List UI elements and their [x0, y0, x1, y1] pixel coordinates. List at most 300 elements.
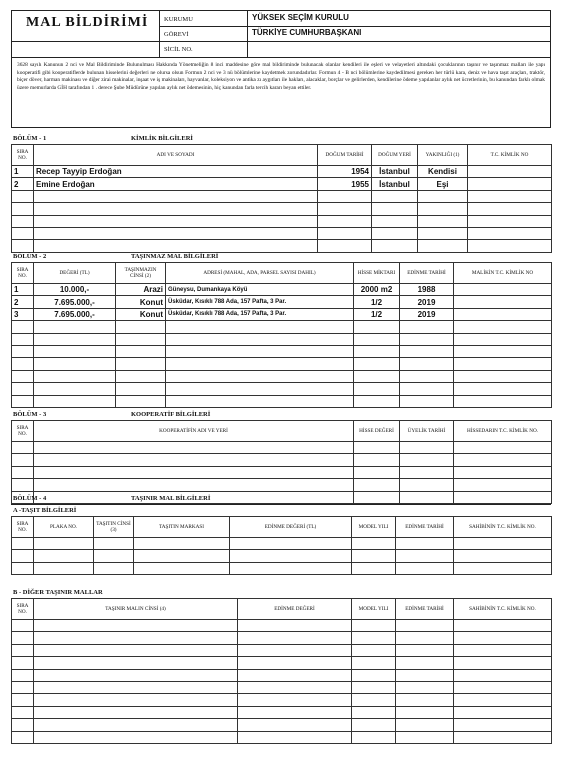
- real-estate-empty-cell: [400, 333, 454, 345]
- other-assets-subheading-text: B - DİĞER TAŞINIR MALLAR: [13, 589, 103, 596]
- section-3-heading: KOOPERATİF BİLGİLERİ: [131, 411, 211, 418]
- cooperative-empty-cell: [12, 466, 34, 478]
- identity-empty-cell: [372, 227, 418, 239]
- real-estate-empty-cell: [34, 358, 116, 370]
- real-estate-empty-cell: [354, 358, 400, 370]
- other-assets-empty-cell: [396, 632, 454, 644]
- real-estate-cell-4: 1/2: [354, 296, 400, 308]
- real-estate-cell-0: 1: [12, 284, 34, 296]
- vehicles-empty-cell: [352, 550, 396, 562]
- empty-row: [12, 321, 552, 333]
- other-assets-empty-cell: [352, 620, 396, 632]
- identity-col-5: T.C. KİMLİK NO: [468, 145, 552, 166]
- identity-col-3: DOĞUM YERİ: [372, 145, 418, 166]
- vehicles-empty-cell: [34, 550, 94, 562]
- vehicles-empty-cell: [34, 562, 94, 574]
- real-estate-empty-cell: [354, 345, 400, 357]
- identity-empty-cell: [12, 190, 34, 202]
- other-assets-empty-cell: [238, 694, 352, 706]
- form-header: [11, 10, 551, 58]
- empty-row: [12, 538, 552, 550]
- other-assets-empty-cell: [396, 694, 454, 706]
- other-assets-empty-cell: [12, 681, 34, 693]
- section-4-title: [11, 494, 551, 505]
- identity-cell-3: İstanbul: [372, 178, 418, 190]
- empty-row: [12, 562, 552, 574]
- real-estate-col-3: ADRESİ (MAHAL, ADA, PARSEL SAYISI DAHIL): [166, 263, 354, 284]
- identity-cell-4: Eşi: [418, 178, 468, 190]
- cooperative-empty-cell: [400, 442, 454, 454]
- vehicles-subheading-text: A -TAŞIT BİLGİLERİ: [13, 507, 77, 514]
- identity-col-4: YAKINLIĞI (1): [418, 145, 468, 166]
- asset-declaration-form: [11, 10, 551, 758]
- other-assets-empty-cell: [238, 706, 352, 718]
- cooperative-empty-cell: [400, 466, 454, 478]
- real-estate-cell-4: 1/2: [354, 308, 400, 320]
- cooperative-col-0: SIRA NO.: [12, 421, 34, 442]
- other-assets-empty-cell: [352, 644, 396, 656]
- identity-col-1: ADI VE SOYADI: [34, 145, 318, 166]
- real-estate-col-1: DEĞERİ (TL): [34, 263, 116, 284]
- real-estate-cell-5: 1988: [400, 284, 454, 296]
- cooperative-empty-cell: [34, 466, 354, 478]
- identity-empty-cell: [372, 203, 418, 215]
- real-estate-cell-2: Arazi: [116, 284, 166, 296]
- identity-empty-cell: [418, 190, 468, 202]
- real-estate-empty-cell: [34, 345, 116, 357]
- real-estate-empty-cell: [354, 321, 400, 333]
- other-assets-empty-cell: [238, 731, 352, 743]
- header-row-institution: [160, 11, 550, 27]
- other-assets-empty-cell: [396, 681, 454, 693]
- cooperative-empty-cell: [34, 454, 354, 466]
- identity-empty-cell: [372, 240, 418, 252]
- other-assets-empty-cell: [12, 644, 34, 656]
- other-assets-empty-cell: [12, 620, 34, 632]
- identity-empty-cell: [418, 215, 468, 227]
- vehicles-empty-cell: [134, 562, 230, 574]
- real-estate-empty-cell: [454, 370, 552, 382]
- section-4-heading: TAŞINIR MAL BİLGİLERİ: [131, 495, 211, 502]
- other-assets-empty-cell: [454, 706, 552, 718]
- table-row: [12, 178, 552, 190]
- identity-cell-1: Emine Erdoğan: [34, 178, 318, 190]
- real-estate-header-row: [12, 263, 552, 284]
- real-estate-empty-cell: [12, 345, 34, 357]
- real-estate-cell-1: 10.000,-: [34, 284, 116, 296]
- cooperative-empty-cell: [454, 442, 552, 454]
- identity-header-row: [12, 145, 552, 166]
- identity-cell-2: 1955: [318, 178, 372, 190]
- vehicles-col-1: PLAKA NO.: [34, 517, 94, 538]
- other-assets-empty-cell: [396, 669, 454, 681]
- real-estate-col-0: SIRA NO.: [12, 263, 34, 284]
- cooperative-empty-cell: [354, 442, 400, 454]
- real-estate-empty-cell: [354, 370, 400, 382]
- real-estate-empty-cell: [166, 370, 354, 382]
- other-assets-empty-cell: [396, 657, 454, 669]
- other-assets-empty-cell: [238, 620, 352, 632]
- identity-cell-0: 1: [12, 166, 34, 178]
- real-estate-empty-cell: [400, 321, 454, 333]
- other-assets-empty-cell: [454, 669, 552, 681]
- table-row: [12, 166, 552, 178]
- other-assets-empty-cell: [238, 681, 352, 693]
- real-estate-empty-cell: [12, 358, 34, 370]
- identity-empty-cell: [372, 190, 418, 202]
- identity-cell-5: [468, 166, 552, 178]
- vehicles-empty-cell: [94, 538, 134, 550]
- real-estate-empty-cell: [166, 345, 354, 357]
- other-assets-empty-cell: [34, 644, 238, 656]
- identity-col-2: DOĞUM TARİHİ: [318, 145, 372, 166]
- vehicles-col-6: EDİNME TARİHİ: [396, 517, 454, 538]
- other-assets-empty-cell: [12, 719, 34, 731]
- other-assets-empty-cell: [454, 644, 552, 656]
- cooperative-empty-cell: [354, 479, 400, 491]
- form-title-blank: [12, 41, 159, 58]
- empty-row: [12, 370, 552, 382]
- identity-cell-0: 2: [12, 178, 34, 190]
- vehicles-empty-cell: [230, 550, 352, 562]
- identity-cell-3: İstanbul: [372, 166, 418, 178]
- other-assets-empty-cell: [396, 731, 454, 743]
- other-assets-empty-cell: [12, 669, 34, 681]
- real-estate-cell-6: [454, 296, 552, 308]
- other-assets-empty-cell: [454, 731, 552, 743]
- identity-cell-1: Recep Tayyip Erdoğan: [34, 166, 318, 178]
- identity-empty-cell: [318, 190, 372, 202]
- real-estate-col-4: HİSSE MİKTARI: [354, 263, 400, 284]
- empty-row: [12, 644, 552, 656]
- other-assets-empty-cell: [34, 719, 238, 731]
- identity-empty-cell: [468, 240, 552, 252]
- section-4-number: BÖLÜM - 4: [13, 495, 47, 502]
- identity-empty-cell: [418, 203, 468, 215]
- identity-empty-cell: [468, 227, 552, 239]
- real-estate-empty-cell: [454, 358, 552, 370]
- other-assets-col-5: SAHİBİNİN T.C. KİMLİK NO.: [454, 599, 552, 620]
- real-estate-empty-cell: [400, 345, 454, 357]
- real-estate-cell-5: 2019: [400, 296, 454, 308]
- vehicles-col-2: TAŞITIN CİNSİ (3): [94, 517, 134, 538]
- other-assets-empty-cell: [238, 669, 352, 681]
- other-assets-col-0: SIRA NO.: [12, 599, 34, 620]
- other-assets-empty-cell: [238, 719, 352, 731]
- identity-cell-4: Kendisi: [418, 166, 468, 178]
- institution-label: KURUMU: [160, 11, 248, 26]
- real-estate-empty-cell: [116, 358, 166, 370]
- other-assets-empty-cell: [396, 620, 454, 632]
- empty-row: [12, 454, 552, 466]
- vehicles-empty-cell: [352, 538, 396, 550]
- other-assets-empty-cell: [352, 657, 396, 669]
- cooperative-empty-cell: [12, 442, 34, 454]
- real-estate-empty-cell: [12, 333, 34, 345]
- real-estate-cell-6: [454, 284, 552, 296]
- empty-row: [12, 358, 552, 370]
- identity-table: [11, 144, 552, 253]
- empty-row: [12, 215, 552, 227]
- vehicles-empty-cell: [94, 562, 134, 574]
- empty-row: [12, 706, 552, 718]
- vehicles-empty-cell: [134, 550, 230, 562]
- empty-row: [12, 466, 552, 478]
- table-row: [12, 296, 552, 308]
- identity-empty-cell: [418, 227, 468, 239]
- empty-row: [12, 333, 552, 345]
- vehicles-empty-cell: [230, 562, 352, 574]
- empty-row: [12, 227, 552, 239]
- section-3-number: BÖLÜM - 3: [13, 411, 47, 418]
- vehicles-empty-cell: [94, 550, 134, 562]
- real-estate-cell-3: Üsküdar, Kısıklı 788 Ada, 157 Pafta, 3 Par.: [166, 296, 354, 308]
- identity-cell-2: 1954: [318, 166, 372, 178]
- other-assets-empty-cell: [34, 694, 238, 706]
- vehicles-empty-cell: [352, 562, 396, 574]
- identity-empty-cell: [468, 215, 552, 227]
- empty-row: [12, 620, 552, 632]
- real-estate-cell-2: Konut: [116, 308, 166, 320]
- real-estate-empty-cell: [400, 383, 454, 395]
- identity-empty-cell: [418, 240, 468, 252]
- empty-row: [12, 395, 552, 407]
- empty-row: [12, 657, 552, 669]
- real-estate-empty-cell: [34, 333, 116, 345]
- vehicles-empty-cell: [454, 550, 552, 562]
- vehicles-empty-cell: [12, 538, 34, 550]
- identity-empty-cell: [318, 240, 372, 252]
- intro-paragraph: 3628 sayılı Kanunun 2 nci ve Mal Bildiriminde Bulunulması Hakkında Yönetmeliğin 8 inci maddesine göre mal bildiriminde bulunacak olanlar kendileri ile eşleri ve velayetleri altındaki çocuklarının taşınır ve taşınmaz malları ile yapı kooperatifi gibi kooperatiflerde bulunan hisselerini değerleri ne olursa olsun Formun 2 nci ve 3 nü bölümlerine kaydetmek zorundadırlar. Formun 4 - B nci bölümlerine kaydedilmesi gereken her türlü kara, deniz ve hava taşıt araçları, traktör, biçer döver, harman makinası ve diğer zirai makinalar, inşaat ve iş makinaları, hayvanlar, koleksiyon ve antika zı aygıtları ile hakları, alacaklar, borçlar ve gelirlerden, kendilerine ödeme yapılanlar aylık net ücretlerinin, bu kanundan farklı olmak üzere memurlarda GİH tarafından 1 . derece Şube Müdürüne yapılan aylık net ödemesinin, hiç kanundan farla tercih kararı beyan ettiler.: [11, 58, 551, 128]
- other-assets-empty-cell: [34, 632, 238, 644]
- other-assets-empty-cell: [352, 632, 396, 644]
- identity-empty-cell: [318, 227, 372, 239]
- other-assets-empty-cell: [454, 719, 552, 731]
- other-assets-empty-cell: [34, 620, 238, 632]
- cooperative-empty-cell: [454, 454, 552, 466]
- real-estate-empty-cell: [454, 333, 552, 345]
- real-estate-empty-cell: [116, 383, 166, 395]
- cooperative-header-row: [12, 421, 552, 442]
- real-estate-cell-1: 7.695.000,-: [34, 296, 116, 308]
- vehicles-empty-cell: [454, 562, 552, 574]
- real-estate-cell-1: 7.695.000,-: [34, 308, 116, 320]
- other-assets-empty-cell: [352, 719, 396, 731]
- vehicles-col-7: SAHİBİNİN T.C. KİMLİK NO.: [454, 517, 552, 538]
- real-estate-empty-cell: [12, 321, 34, 333]
- real-estate-empty-cell: [116, 333, 166, 345]
- vehicles-empty-cell: [12, 550, 34, 562]
- other-assets-empty-cell: [396, 644, 454, 656]
- real-estate-empty-cell: [34, 395, 116, 407]
- real-estate-empty-cell: [116, 345, 166, 357]
- real-estate-empty-cell: [166, 321, 354, 333]
- empty-row: [12, 719, 552, 731]
- empty-row: [12, 345, 552, 357]
- other-assets-empty-cell: [352, 669, 396, 681]
- real-estate-empty-cell: [454, 383, 552, 395]
- registry-label: SİCİL NO.: [160, 41, 248, 57]
- section-1-number: BÖLÜM - 1: [13, 135, 47, 142]
- vehicles-col-0: SIRA NO.: [12, 517, 34, 538]
- other-assets-empty-cell: [12, 706, 34, 718]
- identity-empty-cell: [318, 215, 372, 227]
- empty-row: [12, 669, 552, 681]
- vehicles-empty-cell: [396, 550, 454, 562]
- header-row-position: [160, 26, 550, 42]
- other-assets-empty-cell: [238, 657, 352, 669]
- institution-value: YÜKSEK SEÇİM KURULU: [252, 13, 349, 22]
- other-assets-empty-cell: [34, 657, 238, 669]
- other-assets-empty-cell: [352, 681, 396, 693]
- other-assets-empty-cell: [396, 706, 454, 718]
- real-estate-cell-4: 2000 m2: [354, 284, 400, 296]
- identity-empty-cell: [34, 240, 318, 252]
- vehicles-empty-cell: [454, 538, 552, 550]
- real-estate-empty-cell: [12, 395, 34, 407]
- real-estate-empty-cell: [116, 370, 166, 382]
- real-estate-empty-cell: [166, 395, 354, 407]
- vehicles-table: [11, 516, 552, 575]
- real-estate-empty-cell: [166, 358, 354, 370]
- identity-col-0: SIRA NO.: [12, 145, 34, 166]
- other-assets-empty-cell: [12, 731, 34, 743]
- identity-empty-cell: [34, 227, 318, 239]
- other-assets-col-1: TAŞINIR MALIN CİNSİ (4): [34, 599, 238, 620]
- cooperative-empty-cell: [400, 454, 454, 466]
- cooperative-empty-cell: [354, 466, 400, 478]
- real-estate-col-5: EDİNME TARİHİ: [400, 263, 454, 284]
- real-estate-empty-cell: [354, 395, 400, 407]
- empty-row: [12, 681, 552, 693]
- vehicles-empty-cell: [396, 562, 454, 574]
- vehicles-empty-cell: [230, 538, 352, 550]
- real-estate-cell-2: Konut: [116, 296, 166, 308]
- identity-empty-cell: [34, 190, 318, 202]
- real-estate-empty-cell: [354, 383, 400, 395]
- identity-empty-cell: [34, 203, 318, 215]
- vehicles-header-row: [12, 517, 552, 538]
- other-assets-empty-cell: [454, 620, 552, 632]
- identity-empty-cell: [34, 215, 318, 227]
- other-assets-empty-cell: [352, 731, 396, 743]
- real-estate-empty-cell: [34, 370, 116, 382]
- cooperative-empty-cell: [34, 479, 354, 491]
- form-title: [12, 11, 160, 57]
- empty-row: [12, 479, 552, 491]
- other-assets-empty-cell: [34, 731, 238, 743]
- other-assets-empty-cell: [34, 681, 238, 693]
- cooperative-empty-cell: [12, 479, 34, 491]
- real-estate-empty-cell: [400, 358, 454, 370]
- real-estate-empty-cell: [166, 383, 354, 395]
- other-assets-empty-cell: [454, 657, 552, 669]
- cooperative-empty-cell: [12, 454, 34, 466]
- real-estate-empty-cell: [454, 345, 552, 357]
- vehicles-empty-cell: [34, 538, 94, 550]
- real-estate-cell-3: Güneysu, Dumankaya Köyü: [166, 284, 354, 296]
- real-estate-cell-0: 2: [12, 296, 34, 308]
- other-assets-empty-cell: [12, 657, 34, 669]
- cooperative-col-4: HİSSEDARIN T.C. KİMLİK NO.: [454, 421, 552, 442]
- identity-empty-cell: [468, 190, 552, 202]
- empty-row: [12, 731, 552, 743]
- real-estate-table: [11, 262, 552, 408]
- identity-cell-5: [468, 178, 552, 190]
- other-assets-empty-cell: [396, 719, 454, 731]
- identity-empty-cell: [12, 240, 34, 252]
- vehicles-empty-cell: [12, 562, 34, 574]
- cooperative-col-2: HİSSE DEĞERİ: [354, 421, 400, 442]
- real-estate-empty-cell: [400, 370, 454, 382]
- other-assets-empty-cell: [454, 632, 552, 644]
- cooperative-empty-cell: [454, 479, 552, 491]
- other-assets-empty-cell: [238, 632, 352, 644]
- cooperative-empty-cell: [400, 479, 454, 491]
- real-estate-empty-cell: [454, 395, 552, 407]
- other-assets-col-3: MODEL YILI: [352, 599, 396, 620]
- cooperative-col-3: ÜYELİK TARİHİ: [400, 421, 454, 442]
- vehicles-col-5: MODEL YILI: [352, 517, 396, 538]
- real-estate-empty-cell: [34, 321, 116, 333]
- real-estate-cell-3: Üsküdar, Kısıklı 788 Ada, 157 Pafta, 3 Par.: [166, 308, 354, 320]
- empty-row: [12, 383, 552, 395]
- other-assets-empty-cell: [12, 694, 34, 706]
- real-estate-col-6: MALİKİN T.C. KİMLİK NO: [454, 263, 552, 284]
- identity-empty-cell: [12, 203, 34, 215]
- position-label: GÖREVİ: [160, 26, 248, 41]
- real-estate-empty-cell: [12, 383, 34, 395]
- empty-row: [12, 550, 552, 562]
- identity-empty-cell: [372, 215, 418, 227]
- header-row-registry: [160, 41, 550, 57]
- empty-row: [12, 442, 552, 454]
- vehicles-empty-cell: [134, 538, 230, 550]
- real-estate-col-2: TAŞINMAZIN CİNSİ (2): [116, 263, 166, 284]
- vehicles-col-4: EDİNME DEĞERİ (TL): [230, 517, 352, 538]
- section-2-number: BÖLÜM - 2: [13, 253, 47, 260]
- empty-row: [12, 190, 552, 202]
- real-estate-empty-cell: [400, 395, 454, 407]
- identity-empty-cell: [12, 227, 34, 239]
- cooperative-table: [11, 420, 552, 504]
- cooperative-empty-cell: [454, 466, 552, 478]
- identity-empty-cell: [318, 203, 372, 215]
- other-assets-col-2: EDİNME DEĞERİ: [238, 599, 352, 620]
- form-title-text: MAL BİLDİRİMİ: [26, 15, 149, 30]
- table-row: [12, 284, 552, 296]
- real-estate-empty-cell: [454, 321, 552, 333]
- real-estate-empty-cell: [12, 370, 34, 382]
- real-estate-cell-0: 3: [12, 308, 34, 320]
- real-estate-empty-cell: [116, 395, 166, 407]
- real-estate-empty-cell: [116, 321, 166, 333]
- other-assets-table: [11, 598, 552, 744]
- cooperative-empty-cell: [34, 442, 354, 454]
- other-assets-col-4: EDİNME TARİHİ: [396, 599, 454, 620]
- vehicles-empty-cell: [396, 538, 454, 550]
- real-estate-cell-5: 2019: [400, 308, 454, 320]
- other-assets-empty-cell: [352, 706, 396, 718]
- empty-row: [12, 203, 552, 215]
- identity-empty-cell: [12, 215, 34, 227]
- real-estate-empty-cell: [166, 333, 354, 345]
- section-2-heading: TAŞINMAZ MAL BİLGİLERİ: [131, 253, 219, 260]
- real-estate-empty-cell: [354, 333, 400, 345]
- vehicles-col-3: TAŞITIN MARKASI: [134, 517, 230, 538]
- real-estate-empty-cell: [34, 383, 116, 395]
- empty-row: [12, 632, 552, 644]
